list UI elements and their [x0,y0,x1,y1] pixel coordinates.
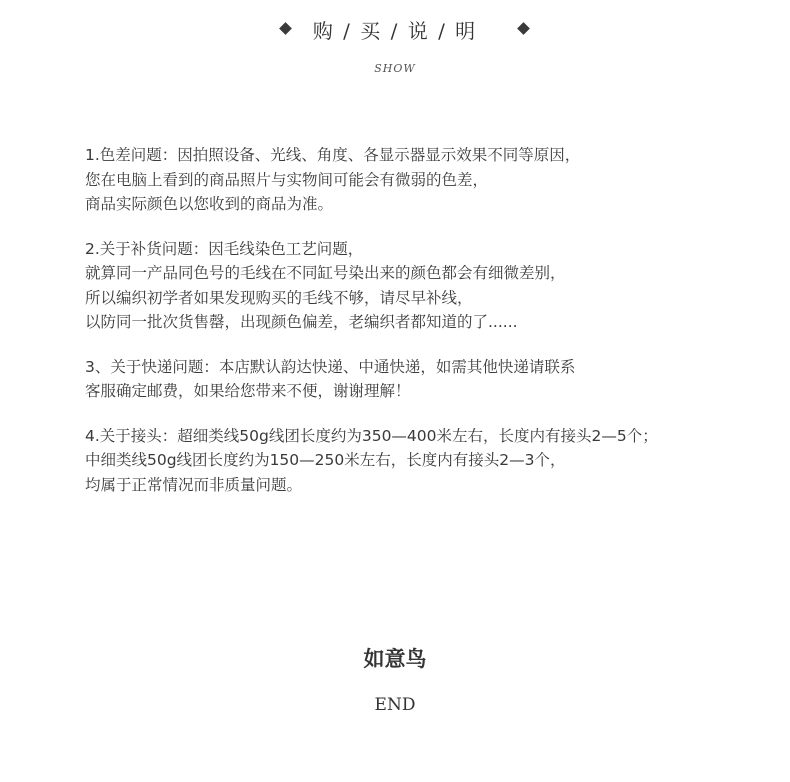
note-shipping [85,355,775,404]
note-line: 商品实际颜色以您收到的商品为准。 [85,195,334,213]
note-line: 就算同一产品同色号的毛线在不同缸号染出来的颜色都会有细微差别， [85,264,566,282]
header [0,12,790,46]
note-line: 3、关于快递问题：本店默认韵达快递、中通快递，如需其他快递请联系 [85,357,576,376]
note-line: 中细类线50g线团长度约为150—250米左右，长度内有接头2—3个， [85,451,566,469]
note-line: 均属于正常情况而非质量问题。 [85,475,303,494]
note-line: 2.关于补货问题：因毛线染色工艺问题， [85,239,364,258]
note-color-difference [85,143,775,217]
end-label: END [374,695,416,715]
note-restock [85,237,775,335]
note-line: 您在电脑上看到的商品照片与实物间可能会有微弱的色差， [85,170,489,189]
note-line: 所以编织初学者如果发现购买的毛线不够，请尽早补线， [85,288,473,307]
note-line: 客服确定邮费，如果给您带来不便，谢谢理解！ [85,382,411,400]
note-line: 1.色差问题：因拍照设备、光线、角度、各显示器显示效果不同等原因， [85,146,581,164]
note-line: 4.关于接头：超细类线50g线团长度约为350—400米左右，长度内有接头2—5个； [85,426,658,445]
show-subtitle: SHOW [374,62,416,75]
note-line: 以防同一批次货售罄，出现颜色偏差，老编织者都知道的了...... [85,313,518,331]
purchase-notes [85,143,775,517]
note-joints [85,424,775,498]
brand-name: 如意鸟 [363,646,427,671]
page-title: 购 / 买 / 说 / 明 [312,19,478,43]
